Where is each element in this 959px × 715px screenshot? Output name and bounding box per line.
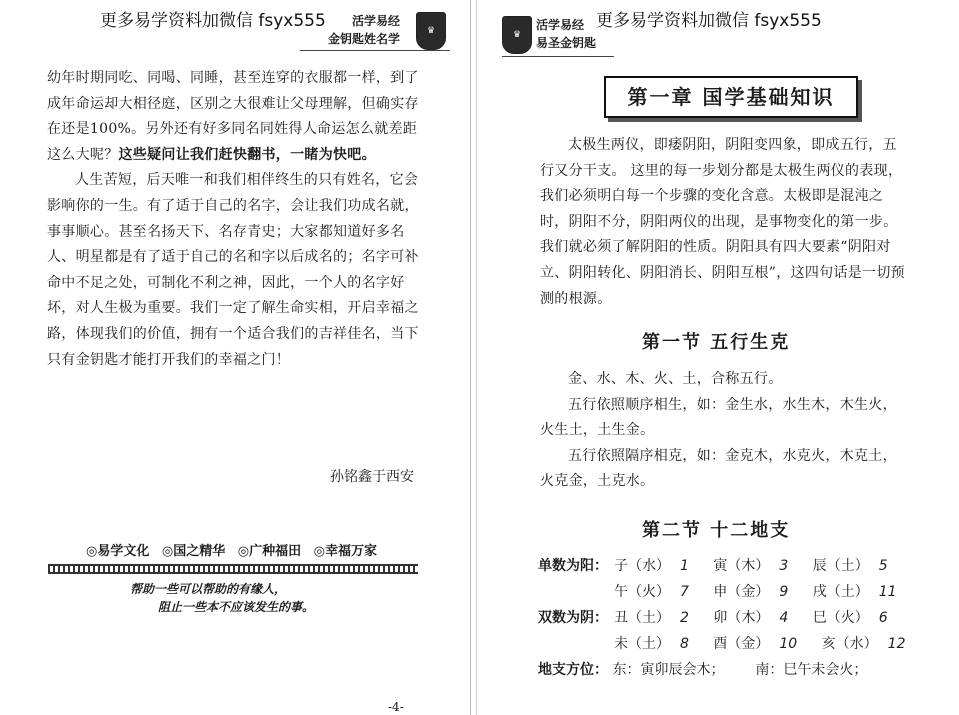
branch-entry: 寅（木） 3 — [713, 558, 789, 574]
branch-row-label: 单数为阳： — [538, 558, 608, 574]
running-head — [322, 12, 400, 48]
preface-body — [47, 66, 427, 373]
branch-entry: 酉（金） 10 — [713, 636, 798, 652]
paragraph: 幼年时期同吃、同喝、同睡，甚至连穿的衣服都一样，到了成年命运却大相径庭，区别之大很难让父母理解，但确实存在还是100%。另外还有好多同名同姓得人命运怎么就差距这么大呢？这些疑问让我们赶快翻书，一睹为快吧。 — [47, 70, 419, 163]
crest-icon: ♛ — [416, 12, 446, 50]
running-head-line1: 活学易经 — [536, 18, 585, 32]
branch-entry: 申（金） 9 — [713, 584, 789, 600]
paragraph: 五行依照隔序相克，如：金克木，水克火，木克土，火克金，土克水。 — [540, 447, 897, 490]
quote-line: 阻止一些本不应该发生的事。 — [158, 600, 315, 614]
watermark-text: 更多易学资料加微信 fsyx555 — [100, 11, 326, 31]
paragraph: 太极生两仪，即痿阴阳，阴阳变四象，即成五行，五行又分干支。 这里的每一步划分都是太极生两仪的表现，我们必须明白每一个步骤的变化含意。太极即是混沌之时，阴阳不分，阴阳两仪的出现，是事物变化的第一步。我们就必须了解阴阳的性质。阴阳具有四大要素“阴阳对立、阴阳转化、阴阳消长、阴阳互根”，这四句话是一切预测的根源。 — [540, 137, 905, 307]
bold-emphasis: 这些疑问让我们赶快翻书，一睹为快吧。 — [118, 146, 376, 163]
slogan: ◎幸福万家 — [313, 544, 377, 559]
running-head — [536, 16, 596, 52]
slogan: ◎易学文化 — [86, 544, 150, 559]
slogan: ◎国之精华 — [161, 544, 226, 559]
branch-directions — [538, 659, 867, 679]
paragraph: 五行依照顺序相生，如：金生水，水生木，木生火，火生土，土生金。 — [540, 396, 897, 439]
branch-row-label: 双数为阴： — [538, 610, 608, 626]
branch-entry: 戌（土） 11 — [812, 584, 897, 600]
header-rule — [300, 50, 450, 51]
slogan-row — [86, 540, 385, 559]
running-head-line1: 活学易经 — [352, 14, 401, 28]
decorative-bar — [48, 564, 418, 574]
branch-entry: 丑（土） 2 — [614, 610, 689, 626]
direction-east: 东：寅卯辰会木； — [612, 662, 725, 678]
crest-icon: ♛ — [502, 16, 532, 54]
slogan: ◎广种福田 — [237, 544, 302, 559]
paragraph: 金、水、木、火、土，合称五行。 — [568, 371, 783, 387]
section-body — [540, 367, 910, 495]
running-head-line2: 金钥匙姓名学 — [328, 32, 401, 46]
right-page — [482, 0, 959, 715]
signature: 孙铭鑫于西安 — [330, 469, 414, 485]
section-title: 第二节 十二地支 — [642, 520, 791, 541]
chapter-title: 第一章 国学基础知识 — [604, 76, 858, 118]
watermark-text: 更多易学资料加微信 fsyx555 — [596, 11, 822, 31]
page-number: -4- — [388, 700, 404, 714]
book-gutter — [466, 0, 482, 715]
paragraph: 人生苦短，后天唯一和我们相伴终生的只有姓名，它会影响你的一生。有了适于自己的名字，会让我们功成名就，事事顺心。甚至名扬天下、名存青史；大家都知道好多名人、明星都是有了适于自己的名和字以后成名的；名字可补命中不足之处，可制化不利之神，因此，一个人的名字好坏，对人生极为重要。我们一定了解生命实相，开启幸福之路，体现我们的价值，拥有一个适合我们的吉祥佳名，当下只有金钥匙才能打开我们的幸福之门！ — [47, 172, 419, 368]
left-page — [0, 0, 466, 715]
running-head-line2: 易圣金钥匙 — [536, 36, 597, 50]
branch-entry: 辰（土） 5 — [812, 558, 888, 574]
branch-entry: 亥（水） 12 — [821, 636, 906, 652]
direction-south: 南：巳午未会火； — [755, 662, 868, 678]
section-title: 第一节 五行生克 — [642, 332, 791, 353]
branch-entry: 卯（木） 4 — [713, 610, 789, 626]
branch-entry: 子（水） 1 — [614, 558, 689, 574]
branch-directions-label: 地支方位： — [538, 662, 608, 678]
branch-entry: 午（火） 7 — [614, 584, 689, 600]
chapter-intro — [540, 133, 910, 312]
header-rule — [502, 56, 614, 57]
branch-entry: 未（土） 8 — [614, 636, 689, 652]
quote-line: 帮助一些可以帮助的有缘人， — [130, 582, 287, 596]
branch-entry: 巳（火） 6 — [812, 610, 888, 626]
